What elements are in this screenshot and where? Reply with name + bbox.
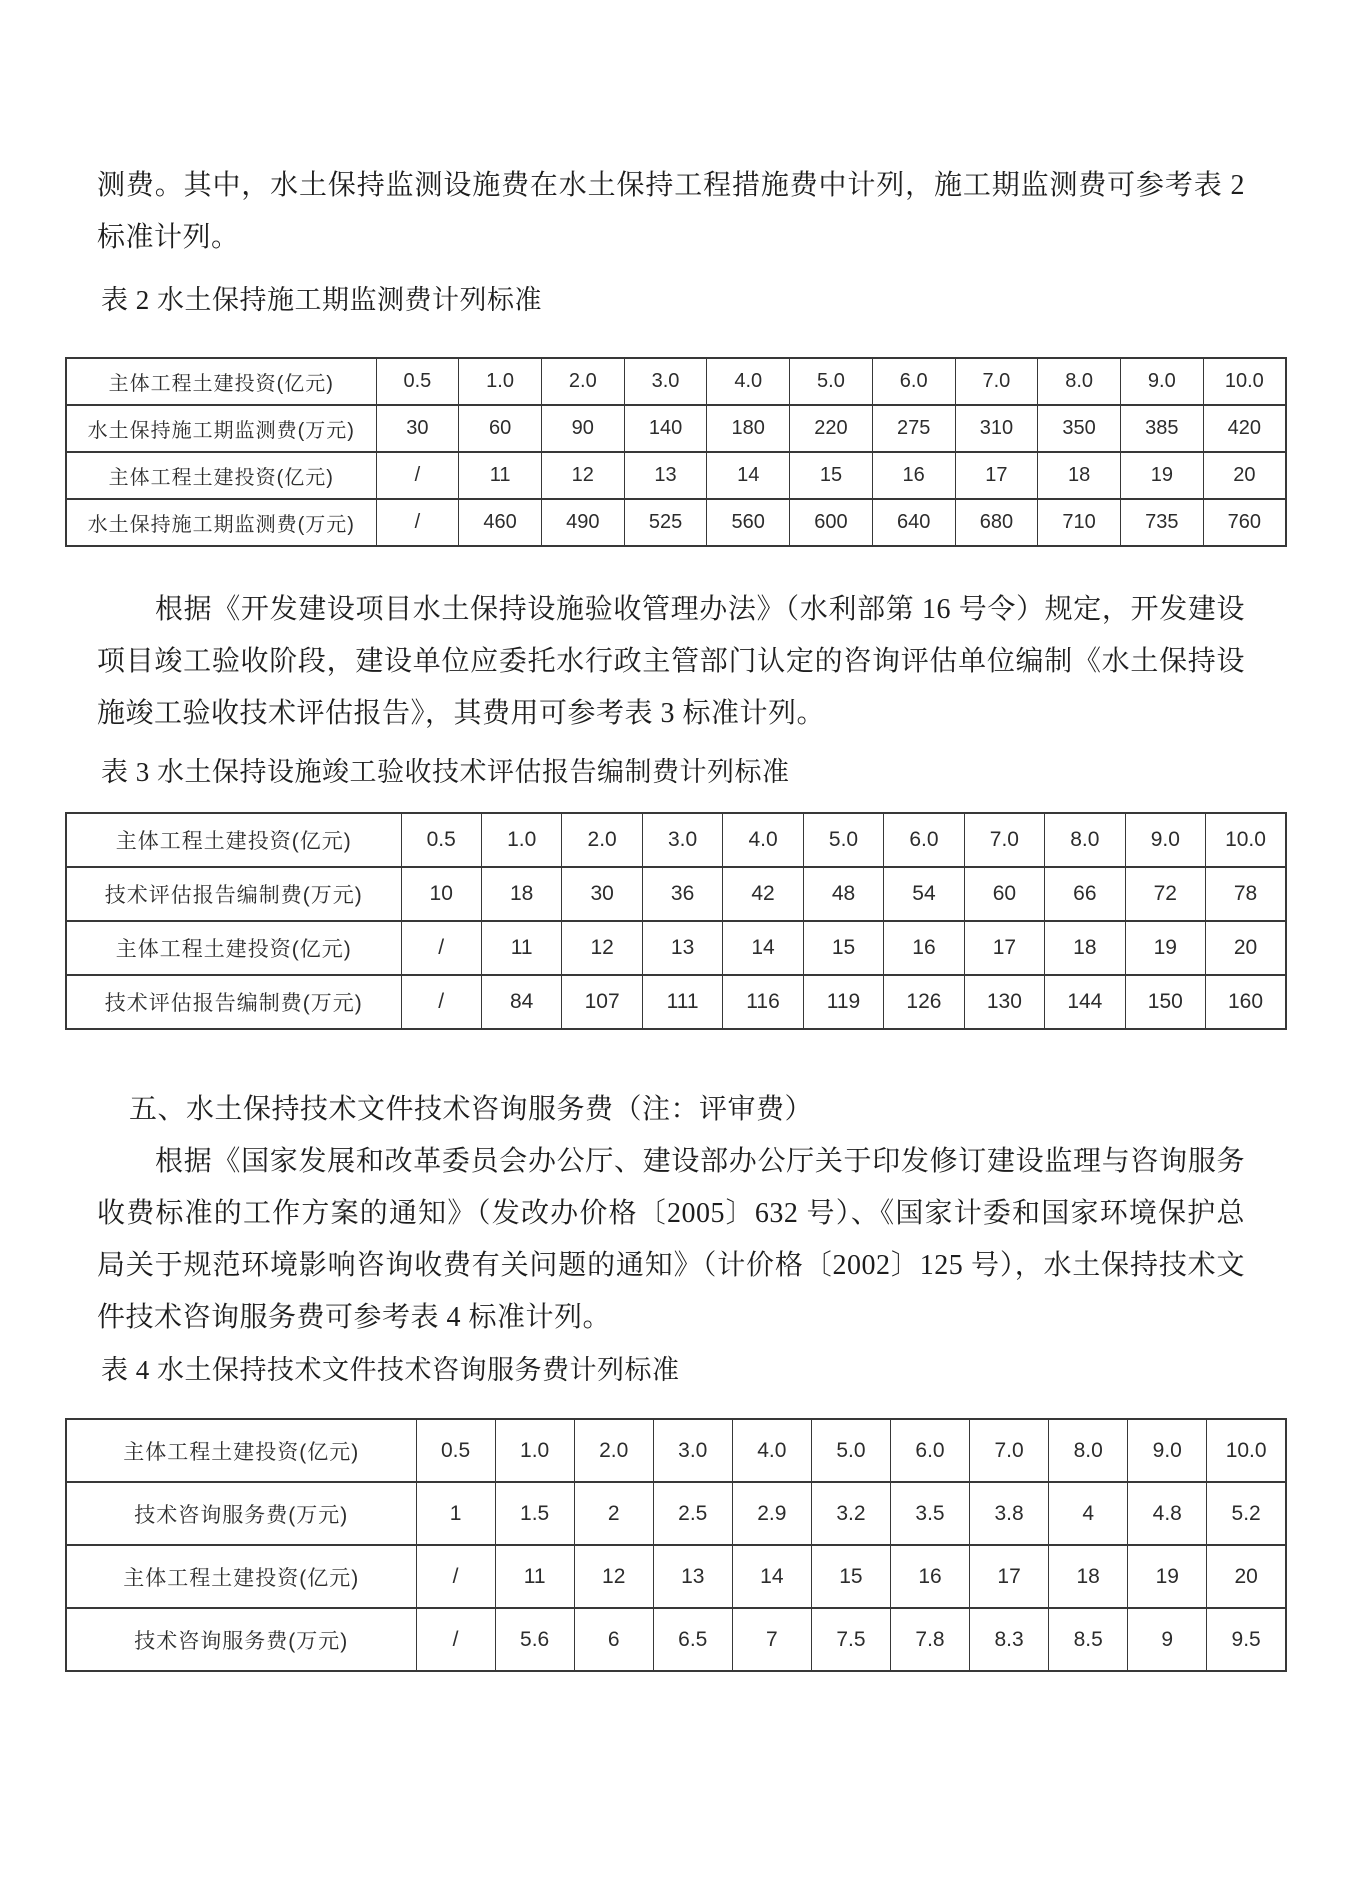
table-cell: 5.0 bbox=[811, 1419, 890, 1482]
table-cell: 18 bbox=[1049, 1545, 1128, 1608]
table-cell: / bbox=[401, 975, 481, 1029]
table-cell: 16 bbox=[884, 921, 964, 975]
row-label: 主体工程土建投资(亿元) bbox=[66, 921, 401, 975]
table-cell: 12 bbox=[562, 921, 642, 975]
table-cell: 7.5 bbox=[811, 1608, 890, 1671]
table-cell: 5.0 bbox=[790, 358, 873, 405]
table-cell: / bbox=[416, 1545, 495, 1608]
table-cell: 10.0 bbox=[1207, 1419, 1286, 1482]
table-cell: 5.6 bbox=[495, 1608, 574, 1671]
table-cell: 8.0 bbox=[1038, 358, 1121, 405]
row-label: 技术咨询服务费(万元) bbox=[66, 1608, 416, 1671]
table-row bbox=[66, 452, 1286, 499]
table-cell: 735 bbox=[1120, 499, 1203, 546]
table-row bbox=[66, 1608, 1286, 1671]
table-cell: 6.0 bbox=[890, 1419, 969, 1482]
table-cell: 10.0 bbox=[1203, 358, 1286, 405]
table-cell: 10.0 bbox=[1206, 813, 1286, 867]
table-cell: 525 bbox=[624, 499, 707, 546]
table-cell: 14 bbox=[707, 452, 790, 499]
row-label: 主体工程土建投资(亿元) bbox=[66, 452, 376, 499]
table-cell: 2.9 bbox=[732, 1482, 811, 1545]
table-cell: / bbox=[416, 1608, 495, 1671]
table-cell: 6.0 bbox=[884, 813, 964, 867]
table-cell: 7 bbox=[732, 1608, 811, 1671]
table-4-caption: 表 4 水土保持技术文件技术咨询服务费计列标准 bbox=[101, 1355, 680, 1385]
table-cell: 144 bbox=[1045, 975, 1125, 1029]
table-cell: 78 bbox=[1206, 867, 1286, 921]
table-cell: 14 bbox=[732, 1545, 811, 1608]
table-cell: 11 bbox=[495, 1545, 574, 1608]
table-cell: 8.0 bbox=[1045, 813, 1125, 867]
table-cell: 6.5 bbox=[653, 1608, 732, 1671]
table-cell: 9.0 bbox=[1128, 1419, 1207, 1482]
table-cell: 8.3 bbox=[970, 1608, 1049, 1671]
table-cell: 310 bbox=[955, 405, 1038, 452]
table-row bbox=[66, 1419, 1286, 1482]
table-cell: 460 bbox=[459, 499, 542, 546]
table-cell: 60 bbox=[964, 867, 1044, 921]
table-cell: 3.2 bbox=[811, 1482, 890, 1545]
table-cell: 17 bbox=[970, 1545, 1049, 1608]
table-cell: 16 bbox=[872, 452, 955, 499]
table-cell: 17 bbox=[955, 452, 1038, 499]
table-cell: 0.5 bbox=[401, 813, 481, 867]
table-cell: 2.5 bbox=[653, 1482, 732, 1545]
table-cell: 20 bbox=[1203, 452, 1286, 499]
table-row bbox=[66, 921, 1286, 975]
table-cell: 0.5 bbox=[416, 1419, 495, 1482]
table-cell: 760 bbox=[1203, 499, 1286, 546]
table-cell: 4.0 bbox=[732, 1419, 811, 1482]
table-cell: 1.0 bbox=[459, 358, 542, 405]
table-cell: 3.8 bbox=[970, 1482, 1049, 1545]
table-cell: 275 bbox=[872, 405, 955, 452]
table-cell: 680 bbox=[955, 499, 1038, 546]
table-cell: / bbox=[376, 452, 459, 499]
table-cell: 107 bbox=[562, 975, 642, 1029]
table-row bbox=[66, 405, 1286, 452]
table-cell: 30 bbox=[376, 405, 459, 452]
table-cell: 48 bbox=[803, 867, 883, 921]
table-cell: 66 bbox=[1045, 867, 1125, 921]
table-cell: 19 bbox=[1125, 921, 1205, 975]
table-row bbox=[66, 358, 1286, 405]
table-cell: 9 bbox=[1128, 1608, 1207, 1671]
table-cell: 42 bbox=[723, 867, 803, 921]
row-label: 水土保持施工期监测费(万元) bbox=[66, 405, 376, 452]
table-cell: 4 bbox=[1049, 1482, 1128, 1545]
table-cell: 111 bbox=[642, 975, 722, 1029]
table-cell: 385 bbox=[1120, 405, 1203, 452]
table-cell: 4.0 bbox=[707, 358, 790, 405]
paragraph-monitoring-fee: 测费。其中，水土保持监测设施费在水土保持工程措施费中计列，施工期监测费可参考表 2 标准计列。 bbox=[97, 170, 1245, 253]
table-cell: 2 bbox=[574, 1482, 653, 1545]
table-cell: 18 bbox=[1038, 452, 1121, 499]
table-row bbox=[66, 1545, 1286, 1608]
table-cell: 13 bbox=[642, 921, 722, 975]
table-cell: 9.5 bbox=[1207, 1608, 1286, 1671]
table-cell: 5.2 bbox=[1207, 1482, 1286, 1545]
table-cell: 19 bbox=[1120, 452, 1203, 499]
table-cell: 7.8 bbox=[890, 1608, 969, 1671]
table-cell: 54 bbox=[884, 867, 964, 921]
section-5-heading: 五、水土保持技术文件技术咨询服务费（注：评审费） bbox=[129, 1094, 814, 1125]
table-cell: 13 bbox=[624, 452, 707, 499]
table-cell: 420 bbox=[1203, 405, 1286, 452]
table-2-construction-monitoring-fee bbox=[65, 357, 1287, 547]
table-cell: / bbox=[401, 921, 481, 975]
table-cell: 9.0 bbox=[1125, 813, 1205, 867]
table-cell: 2.0 bbox=[541, 358, 624, 405]
table-cell: 90 bbox=[541, 405, 624, 452]
table-cell: 84 bbox=[481, 975, 561, 1029]
table-cell: / bbox=[376, 499, 459, 546]
table-cell: 3.0 bbox=[653, 1419, 732, 1482]
table-cell: 60 bbox=[459, 405, 542, 452]
table-cell: 3.0 bbox=[624, 358, 707, 405]
table-cell: 119 bbox=[803, 975, 883, 1029]
table-cell: 220 bbox=[790, 405, 873, 452]
table-3-caption: 表 3 水土保持设施竣工验收技术评估报告编制费计列标准 bbox=[101, 757, 790, 787]
table-cell: 2.0 bbox=[574, 1419, 653, 1482]
table-cell: 12 bbox=[541, 452, 624, 499]
table-cell: 1 bbox=[416, 1482, 495, 1545]
table-cell: 18 bbox=[1045, 921, 1125, 975]
table-cell: 3.0 bbox=[642, 813, 722, 867]
table-cell: 10 bbox=[401, 867, 481, 921]
row-label: 技术评估报告编制费(万元) bbox=[66, 867, 401, 921]
table-cell: 13 bbox=[653, 1545, 732, 1608]
row-label: 主体工程土建投资(亿元) bbox=[66, 813, 401, 867]
table-cell: 560 bbox=[707, 499, 790, 546]
table-4-consulting-service-fee bbox=[65, 1418, 1287, 1672]
table-3-evaluation-report-fee bbox=[65, 812, 1287, 1030]
table-cell: 3.5 bbox=[890, 1482, 969, 1545]
table-cell: 17 bbox=[964, 921, 1044, 975]
table-cell: 6.0 bbox=[872, 358, 955, 405]
table-cell: 140 bbox=[624, 405, 707, 452]
row-label: 主体工程土建投资(亿元) bbox=[66, 1419, 416, 1482]
table-cell: 5.0 bbox=[803, 813, 883, 867]
table-cell: 15 bbox=[803, 921, 883, 975]
table-cell: 20 bbox=[1206, 921, 1286, 975]
table-cell: 4.8 bbox=[1128, 1482, 1207, 1545]
row-label: 技术咨询服务费(万元) bbox=[66, 1482, 416, 1545]
table-cell: 1.5 bbox=[495, 1482, 574, 1545]
table-row bbox=[66, 1482, 1286, 1545]
table-cell: 0.5 bbox=[376, 358, 459, 405]
table-cell: 1.0 bbox=[495, 1419, 574, 1482]
table-cell: 600 bbox=[790, 499, 873, 546]
table-row bbox=[66, 813, 1286, 867]
table-cell: 160 bbox=[1206, 975, 1286, 1029]
table-cell: 36 bbox=[642, 867, 722, 921]
table-cell: 7.0 bbox=[964, 813, 1044, 867]
table-cell: 8.5 bbox=[1049, 1608, 1128, 1671]
table-cell: 6 bbox=[574, 1608, 653, 1671]
table-cell: 18 bbox=[481, 867, 561, 921]
table-cell: 16 bbox=[890, 1545, 969, 1608]
row-label: 主体工程土建投资(亿元) bbox=[66, 1545, 416, 1608]
table-row bbox=[66, 975, 1286, 1029]
table-cell: 12 bbox=[574, 1545, 653, 1608]
row-label: 主体工程土建投资(亿元) bbox=[66, 358, 376, 405]
table-cell: 126 bbox=[884, 975, 964, 1029]
table-cell: 490 bbox=[541, 499, 624, 546]
table-row bbox=[66, 499, 1286, 546]
table-cell: 4.0 bbox=[723, 813, 803, 867]
table-cell: 15 bbox=[811, 1545, 890, 1608]
table-cell: 2.0 bbox=[562, 813, 642, 867]
table-cell: 710 bbox=[1038, 499, 1121, 546]
table-cell: 180 bbox=[707, 405, 790, 452]
table-cell: 350 bbox=[1038, 405, 1121, 452]
table-cell: 150 bbox=[1125, 975, 1205, 1029]
table-2-caption: 表 2 水土保持施工期监测费计列标准 bbox=[101, 285, 542, 315]
table-cell: 19 bbox=[1128, 1545, 1207, 1608]
table-cell: 640 bbox=[872, 499, 955, 546]
table-cell: 72 bbox=[1125, 867, 1205, 921]
table-cell: 7.0 bbox=[970, 1419, 1049, 1482]
row-label: 技术评估报告编制费(万元) bbox=[66, 975, 401, 1029]
table-cell: 8.0 bbox=[1049, 1419, 1128, 1482]
table-cell: 11 bbox=[459, 452, 542, 499]
paragraph-consulting-service-fee: 根据《国家发展和改革委员会办公厅、建设部办公厅关于印发修订建设监理与咨询服务收费标准的工作方案的通知》（发改办价格〔2005〕632 号）、《国家计委和国家环境保护总局关于规范环境影响咨询收费有关问题的通知》（计价格〔2002〕125 号），水土保持技术文件技术咨询服务费可参考表 4 标准计列。 bbox=[97, 1146, 1245, 1333]
table-cell: 9.0 bbox=[1120, 358, 1203, 405]
table-cell: 30 bbox=[562, 867, 642, 921]
table-cell: 1.0 bbox=[481, 813, 561, 867]
table-cell: 7.0 bbox=[955, 358, 1038, 405]
table-cell: 14 bbox=[723, 921, 803, 975]
table-cell: 11 bbox=[481, 921, 561, 975]
table-cell: 130 bbox=[964, 975, 1044, 1029]
table-cell: 116 bbox=[723, 975, 803, 1029]
row-label: 水土保持施工期监测费(万元) bbox=[66, 499, 376, 546]
table-row bbox=[66, 867, 1286, 921]
paragraph-acceptance-evaluation: 根据《开发建设项目水土保持设施验收管理办法》（水利部第 16 号令）规定，开发建设项目竣工验收阶段，建设单位应委托水行政主管部门认定的咨询评估单位编制《水土保持设施竣工验收技术评估报告》，其费用可参考表 3 标准计列。 bbox=[97, 594, 1245, 729]
table-cell: 15 bbox=[790, 452, 873, 499]
table-cell: 20 bbox=[1207, 1545, 1286, 1608]
